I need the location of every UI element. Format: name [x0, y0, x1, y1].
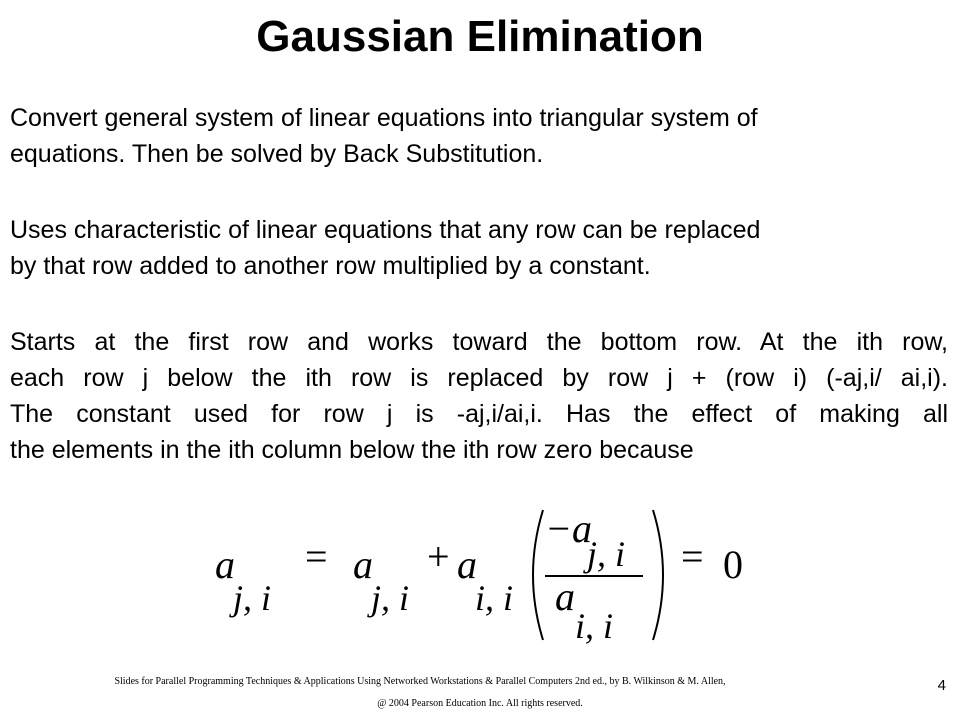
paragraph-triangular: [10, 100, 948, 172]
formula-lhs-subscript: j, i: [233, 578, 272, 618]
formula-equals-2: =: [681, 534, 704, 579]
paragraph-elimination-steps: [10, 324, 948, 468]
text-line: the elements in the ith column below the ith row zero because: [10, 436, 694, 464]
slide-title: Gaussian Elimination: [256, 12, 704, 61]
formula-term1-a: a: [353, 542, 373, 587]
formula-numerator-subscript: j, i: [587, 534, 626, 574]
text-line: Uses characteristic of linear equations that any row can be replaced: [10, 216, 761, 244]
formula-numerator-a: −a: [545, 506, 592, 551]
footer-credit: Slides for Parallel Programming Techniques & Applications Using Networked Workstations & Parallel Computers 2nd ed., by B. Wilkinson & M. Allen,: [114, 676, 726, 687]
formula-denominator-a: a: [555, 574, 575, 619]
paragraph-row-replacement: [10, 212, 948, 284]
formula-plus: +: [427, 534, 450, 579]
text-line: equations. Then be solved by Back Substitution.: [10, 140, 544, 168]
text-line: by that row added to another row multiplied by a constant.: [10, 252, 651, 280]
formula-lhs-a: a: [215, 542, 235, 587]
page-number: 4: [937, 677, 946, 694]
formula-zero: 0: [723, 542, 743, 587]
left-paren: [533, 510, 543, 640]
elimination-formula: [205, 500, 765, 650]
right-paren: [653, 510, 663, 640]
text-line: Starts at the first row and works toward the bottom row. At the ith row,: [10, 328, 948, 356]
text-line: The constant used for row j is -aj,i/ai,i. Has the effect of making all: [10, 400, 948, 428]
formula-term2-subscript: i, i: [475, 578, 514, 618]
text-line: each row j below the ith row is replaced by row j + (row i) (-aj,i/ ai,i).: [10, 364, 948, 392]
formula-equals: =: [305, 534, 328, 579]
text-line: Convert general system of linear equations into triangular system of: [10, 104, 758, 132]
formula-term2-a: a: [457, 542, 477, 587]
formula-term1-subscript: j, i: [371, 578, 410, 618]
formula-denominator-subscript: i, i: [575, 606, 614, 646]
footer-copyright: @ 2004 Pearson Education Inc. All rights reserved.: [377, 698, 583, 709]
